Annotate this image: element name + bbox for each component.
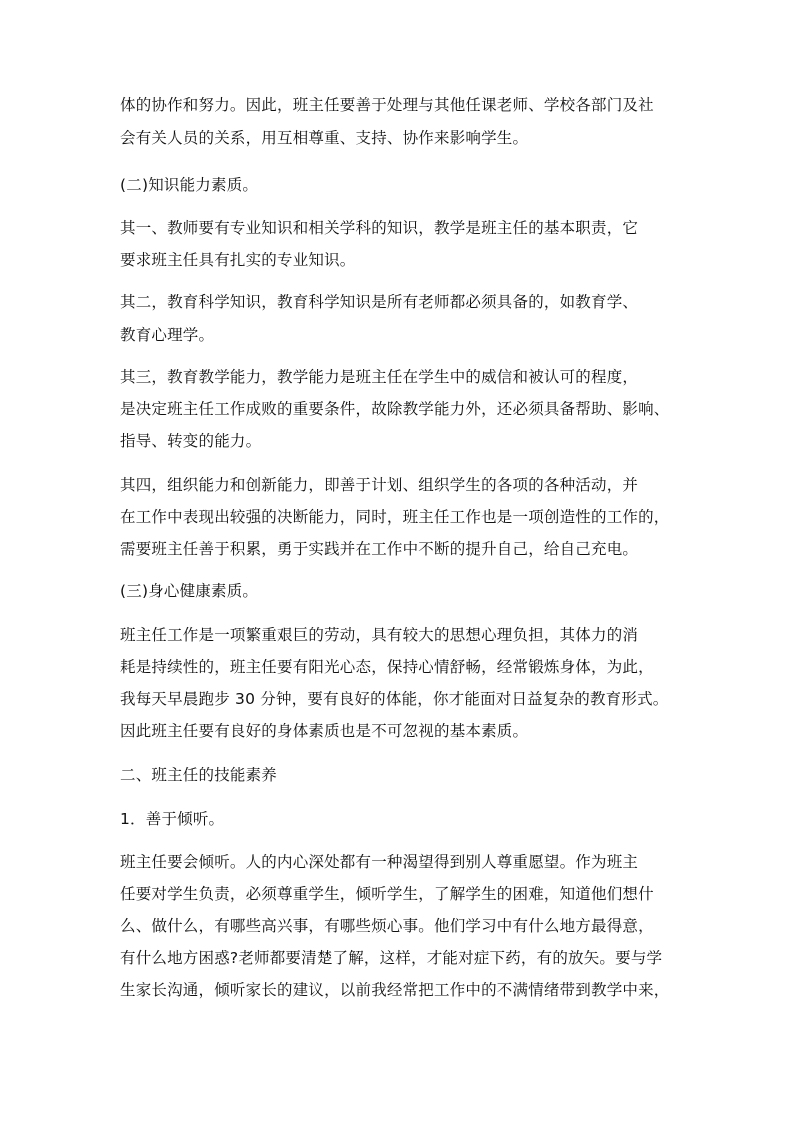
section-heading: (二)知识能力素质。 (120, 176, 259, 194)
text-line: 其一、教师要有专业知识和相关学科的知识，教学是班主任的基本职责，它 (120, 219, 639, 237)
text-line: 需要班主任善于积累，勇于实践并在工作中不断的提升自己，给自己充电。 (120, 540, 639, 558)
subsection-heading: 1．善于倾听。 (120, 810, 225, 828)
text-line: 耗是持续性的，班主任要有阳光心态，保持心情舒畅，经常锻炼身体，为此， (120, 658, 654, 676)
text-line: 生家长沟通，倾听家长的建议，以前我经常把工作中的不满情绪带到教学中来， (120, 981, 670, 999)
text-line: 有什么地方困惑?老师都要清楚了解，这样，才能对症下药，有的放矢。要与学 (120, 949, 663, 967)
text-line: 会有关人员的关系，用互相尊重、支持、协作来影响学生。 (120, 129, 529, 147)
section-heading: 二、班主任的技能素养 (120, 766, 278, 784)
text-line: 指导、转变的能力。 (120, 432, 262, 450)
text-line: 其二，教育科学知识，教育科学知识是所有老师都必须具备的，如教育学、 (120, 293, 639, 311)
section-heading: (三)身心健康素质。 (120, 582, 259, 600)
text-line: 体的协作和努力。因此，班主任要善于处理与其他任课老师、学校各部门及社 (120, 96, 654, 114)
text-line: 因此班主任要有良好的身体素质也是不可忽视的基本素质。 (120, 722, 529, 740)
text-line: 要求班主任具有扎实的专业知识。 (120, 251, 356, 269)
text-line: 在工作中表现出较强的决断能力，同时，班主任工作也是一项创造性的工作的， (120, 508, 670, 526)
text-line: 任要对学生负责，必须尊重学生，倾听学生，了解学生的困难，知道他们想什 (120, 885, 654, 903)
text-line: 么、做什么，有哪些高兴事，有哪些烦心事。他们学习中有什么地方最得意， (120, 917, 654, 935)
text-line: 班主任要会倾听。人的内心深处都有一种渴望得到别人尊重愿望。作为班主 (120, 853, 639, 871)
text-line: 是决定班主任工作成败的重要条件，故除教学能力外，还必须具备帮助、影响、 (120, 400, 670, 418)
text-line: 班主任工作是一项繁重艰巨的劳动，具有较大的思想心理负担，其体力的消 (120, 626, 639, 644)
text-line: 教育心理学。 (120, 326, 215, 344)
text-line: 我每天早晨跑步 30 分钟，要有良好的体能，你才能面对日益复杂的教育形式。 (120, 690, 669, 708)
text-line: 其四，组织能力和创新能力，即善于计划、组织学生的各项的各种活动，并 (120, 476, 639, 494)
text-line: 其三，教育教学能力，教学能力是班主任在学生中的威信和被认可的程度， (120, 368, 639, 386)
